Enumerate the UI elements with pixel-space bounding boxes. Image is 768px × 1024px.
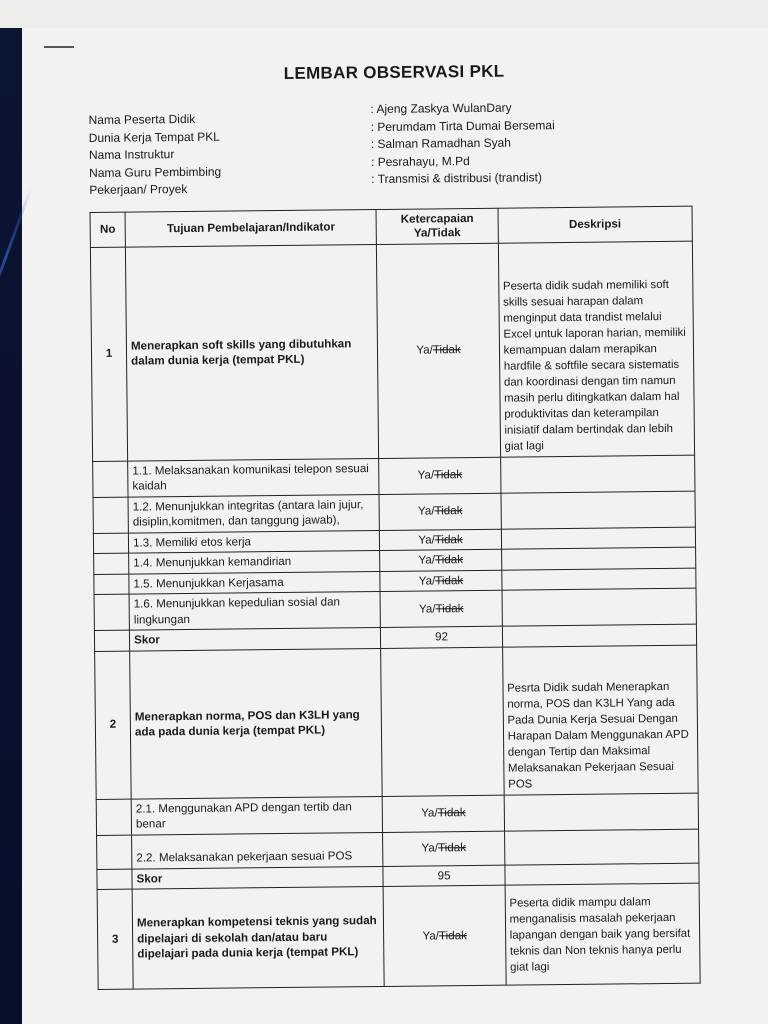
header-description: Deskripsi	[498, 206, 693, 243]
label-workplace: Dunia Kerja Tempat PKL	[88, 129, 221, 145]
header-achievement: Ketercapaian Ya/Tidak	[376, 208, 498, 244]
ya-text: Ya/	[418, 573, 436, 588]
indicator-text: 1.4. Menunjukkan kemandirian	[129, 550, 381, 573]
section-description: Peserta didik sudah memiliki soft skills sesuai harapan dalam menginput data trandist melalui Excel untuk laporan harian, memiliki kemampuan dalam merapikan hardfile & softfile secara sistematis dan koordinasi dengan tim namun masih perlu ditingkatkan dalam hal produktivitas dan keterampilan inisiatif dalam bertindak dan lebih giat lagi	[498, 241, 695, 457]
indicator-text: 2.2. Melaksanakan pekerjaan sesuai POS	[132, 832, 384, 869]
student-info	[88, 98, 701, 200]
achievement-cell	[383, 795, 505, 832]
section-row	[95, 645, 699, 799]
indicator-text: 1.6. Menunjukkan kepedulian sosial dan lingkungan	[129, 591, 381, 630]
value-instructor: : Salman Ramadhan Syah	[370, 135, 511, 152]
info-labels	[88, 101, 371, 199]
achievement-cell	[380, 570, 501, 592]
section-number: 2	[95, 651, 132, 799]
pen-mark	[44, 46, 74, 48]
ya-text: Ya/	[421, 841, 439, 855]
observation-table	[90, 205, 701, 990]
label-student-name: Nama Peserta Didik	[88, 111, 196, 127]
tidak-text: Tidak	[432, 343, 461, 357]
value-workplace: : Perumdam Tirta Dumai Bersemai	[370, 117, 555, 134]
section-row	[97, 883, 700, 989]
tidak-text: Tidak	[434, 468, 463, 482]
achievement-cell	[380, 590, 502, 627]
section-title: Menerapkan norma, POS dan K3LH yang ada pada dunia kerja (tempat PKL)	[130, 648, 383, 799]
left-background-edge	[0, 28, 22, 1024]
indicator-text: 2.1. Menggunakan APD dengan tertib dan benar	[131, 796, 383, 835]
page-title: LEMBAR OBSERVASI PKL	[283, 61, 505, 83]
tidak-text: Tidak	[434, 504, 463, 518]
tidak-text: Tidak	[435, 573, 464, 587]
indicator-text: 1.5. Menunjukkan Kerjasama	[129, 571, 381, 594]
section-title: Menerapkan soft skills yang dibutuhkan dalam dunia kerja (tempat PKL)	[125, 244, 379, 461]
ya-text: Ya/	[416, 343, 433, 357]
tidak-text: Tidak	[438, 928, 467, 943]
achievement-cell	[379, 493, 501, 530]
achievement-cell	[380, 529, 501, 551]
section-description: Peserta didik mampu dalam menganalisis masalah pekerjaan lapangan dengan baik yang bersifat teknis dan Non teknis hanya perlu giat lagi	[505, 883, 700, 985]
ya-text: Ya/	[418, 553, 436, 567]
label-project: Pekerjaan/ Proyek	[89, 181, 188, 197]
header-indicator: Tujuan Pembelajaran/Indikator	[125, 209, 377, 247]
score-label: Skor	[132, 866, 384, 889]
value-student-name: : Ajeng Zaskya WulanDary	[370, 100, 512, 117]
indicator-text: 1.2. Menunjukkan integritas (antara lain jujur, disiplin,komitmen, dan tanggung jawab),	[128, 494, 380, 533]
label-instructor: Nama Instruktur	[88, 147, 175, 162]
header-no: No	[90, 212, 125, 247]
section-number: 3	[97, 889, 133, 989]
top-shadow	[0, 0, 768, 28]
score-label: Skor	[129, 627, 381, 650]
achievement-cell	[383, 831, 505, 866]
indicator-text: 1.3. Memiliki etos kerja	[128, 530, 380, 553]
score-value: 92	[381, 626, 502, 648]
ya-text: Ya/	[422, 929, 440, 943]
ya-text: Ya/	[421, 806, 438, 820]
section-row	[90, 241, 694, 461]
achievement-cell	[379, 457, 501, 494]
tidak-text: Tidak	[438, 841, 467, 855]
section-number: 1	[90, 247, 127, 461]
ya-text: Ya/	[418, 532, 435, 547]
tidak-text: Tidak	[435, 601, 464, 616]
value-supervisor: : Pesrahayu, M.Pd	[370, 153, 470, 169]
tidak-text: Tidak	[434, 553, 464, 567]
achievement-cell	[377, 243, 500, 458]
label-supervisor: Nama Guru Pembimbing	[89, 164, 222, 180]
indicator-text: 1.1. Melaksanakan komunikasi telepon sesuai kaidah	[128, 458, 380, 497]
ya-text: Ya/	[417, 504, 435, 518]
ya-text: Ya/	[418, 602, 436, 616]
observation-sheet	[88, 60, 710, 990]
section-description: Pesrta Didik sudah Menerapkan norma, POS dan K3LH Yang ada Pada Dunia Kerja Sesuai Dengan Harapan Dalam Menggunakan APD dengan Tertip dan Maksimal Melaksanakan Pekerjaan Sesuai POS	[502, 645, 698, 795]
achievement-cell	[384, 885, 506, 986]
tidak-text: Tidak	[434, 532, 463, 546]
ya-text: Ya/	[417, 468, 435, 482]
info-values	[370, 98, 701, 197]
achievement-cell	[380, 549, 501, 571]
value-project: : Transmisi & distribusi (trandist)	[371, 170, 542, 187]
section-title: Menerapkan kompetensi teknis yang sudah dipelajari di sekolah dan/atau baru dipelajari pada dunia kerja (tempat PKL)	[132, 886, 384, 989]
score-value: 95	[383, 865, 504, 887]
tidak-text: Tidak	[437, 806, 466, 820]
